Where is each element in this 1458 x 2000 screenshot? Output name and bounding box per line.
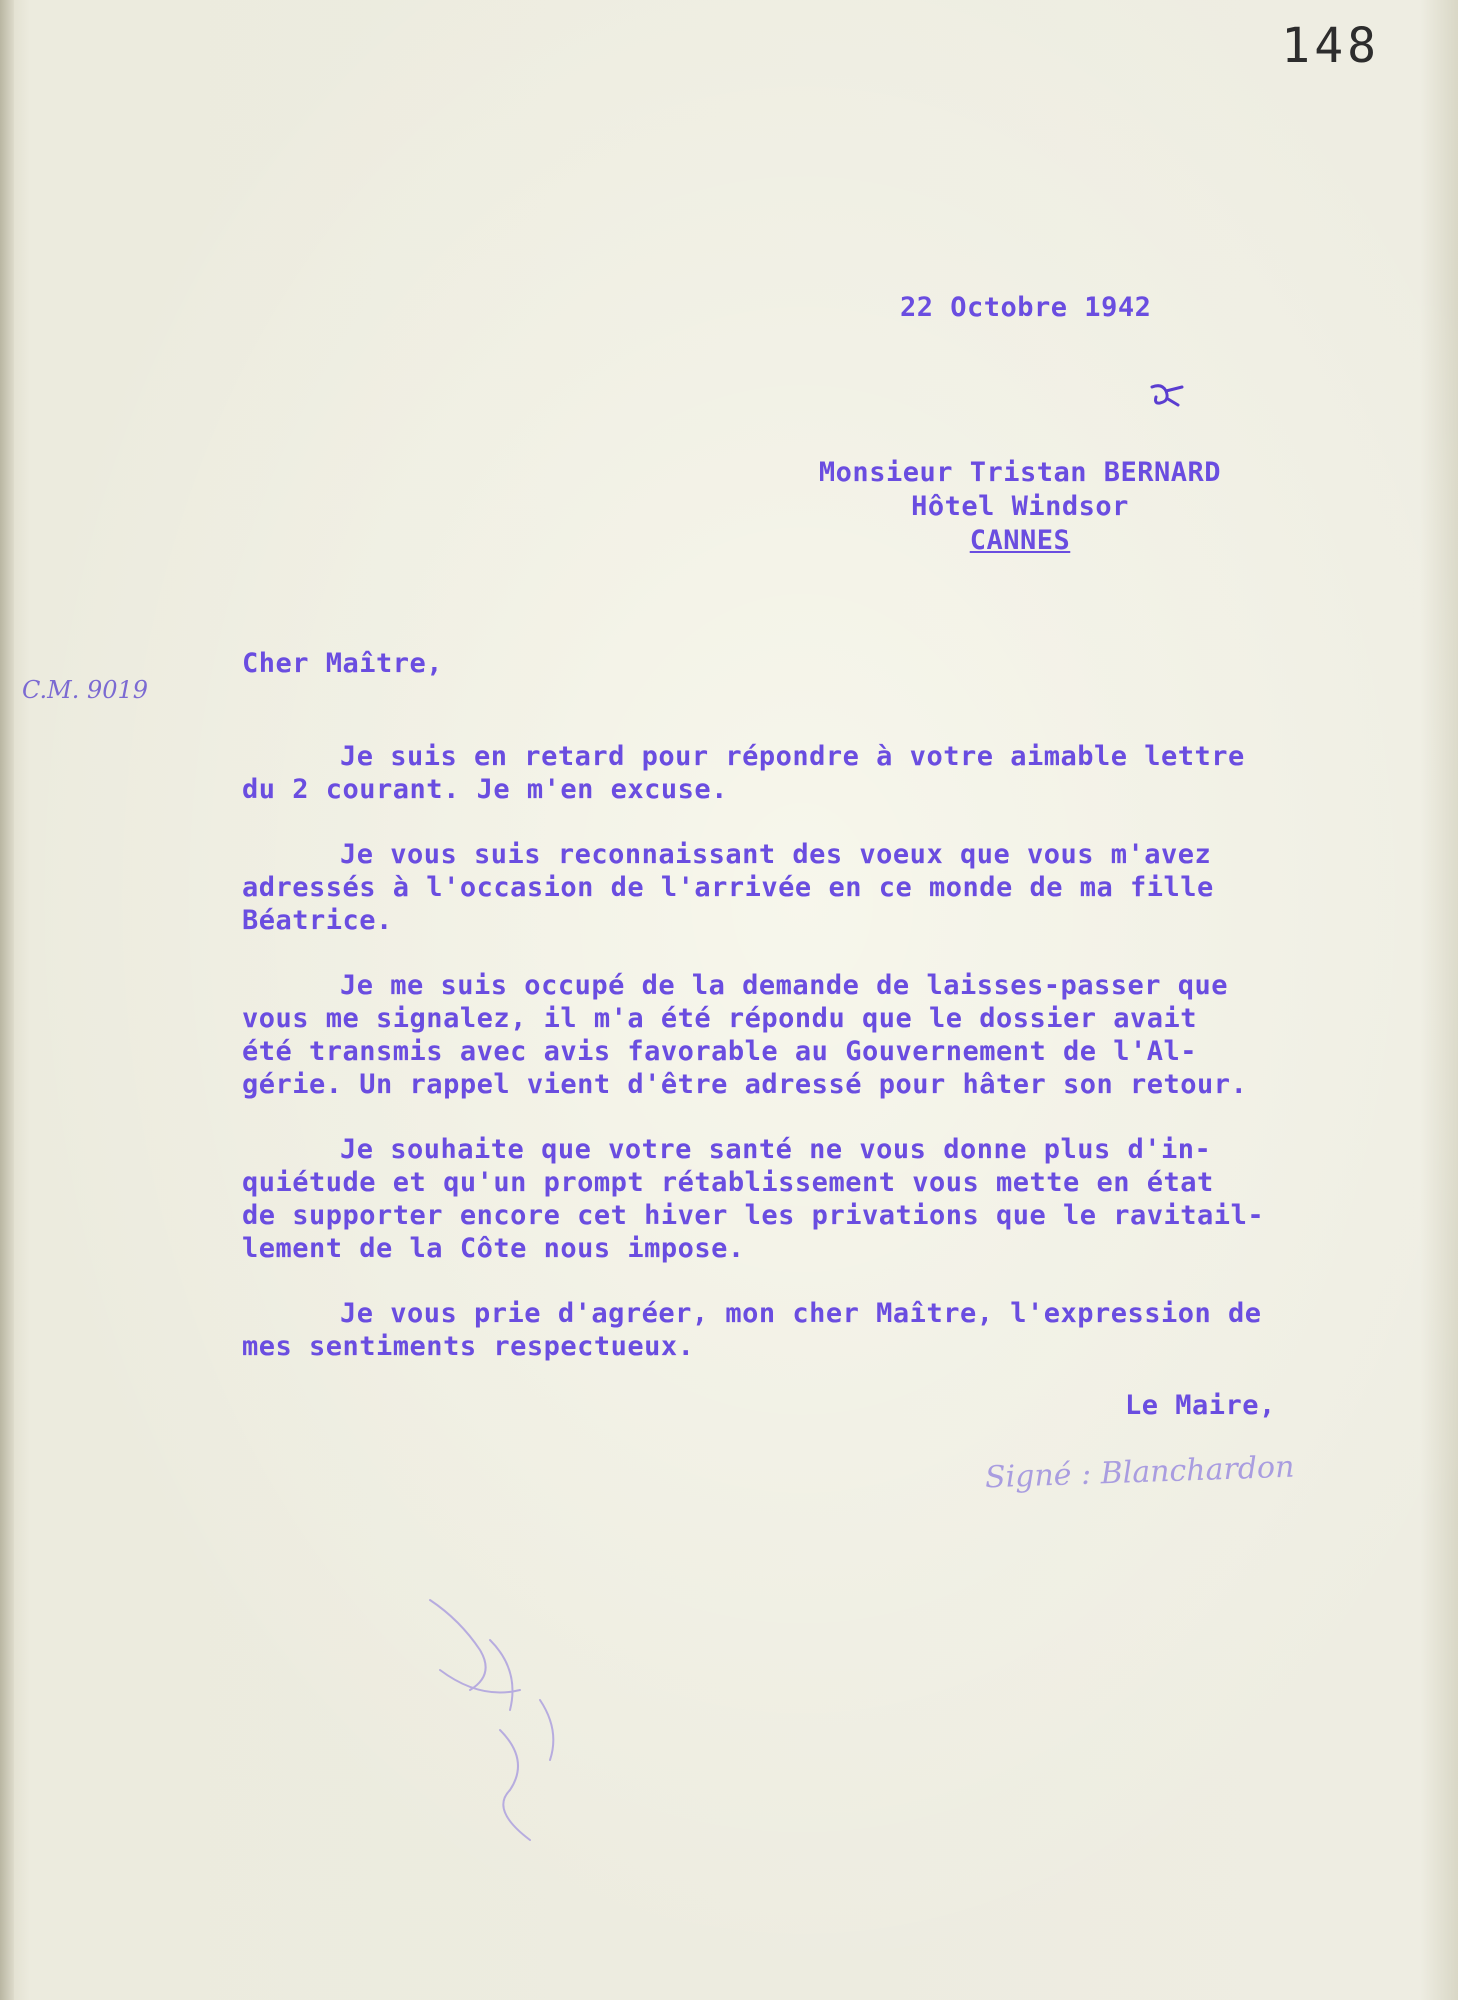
- salutation: Cher Maître,: [242, 648, 444, 679]
- recipient-hotel: Hôtel Windsor: [911, 491, 1129, 522]
- page-edge: [0, 0, 14, 2000]
- handwritten-mark: [1148, 378, 1188, 418]
- paragraph: Je souhaite que votre santé ne vous donne plus d'in- quiétude et qu'un prompt rétablissement vous mette en état de supporter encore cet hiver les privations que le ravitail- lement de la Côte nous impose.: [242, 1134, 1265, 1264]
- letter-body: [242, 740, 1372, 1395]
- paragraph: Je me suis occupé de la demande de laisses-passer que vous me signalez, il m'a été répondu que le dossier avait été transmis avec avis favorable au Gouvernement de l'Al- gérie. Un rappel vient d'être adressé pour hâter son retour.: [242, 970, 1248, 1100]
- closing-title: Le Maire,: [1125, 1390, 1276, 1421]
- recipient-address: [790, 456, 1250, 558]
- recipient-name: Monsieur Tristan BERNARD: [818, 457, 1222, 488]
- paragraph: Je vous suis reconnaissant des voeux que vous m'avez adressés à l'occasion de l'arrivée en ce monde de ma fille Béatrice.: [242, 839, 1214, 936]
- letter-date: 22 Octobre 1942: [900, 292, 1152, 323]
- folio-number: 148: [1281, 18, 1380, 74]
- signed-note: Signé : Blanchardon: [984, 1449, 1295, 1496]
- reference-note: C.M. 9019: [22, 676, 149, 704]
- pencil-scribble: [400, 1580, 630, 1850]
- paragraph: Je vous prie d'agréer, mon cher Maître, l'expression de mes sentiments respectueux.: [242, 1298, 1262, 1362]
- paragraph: Je suis en retard pour répondre à votre aimable lettre du 2 courant. Je m'en excuse.: [242, 741, 1245, 805]
- recipient-city: CANNES: [969, 525, 1071, 556]
